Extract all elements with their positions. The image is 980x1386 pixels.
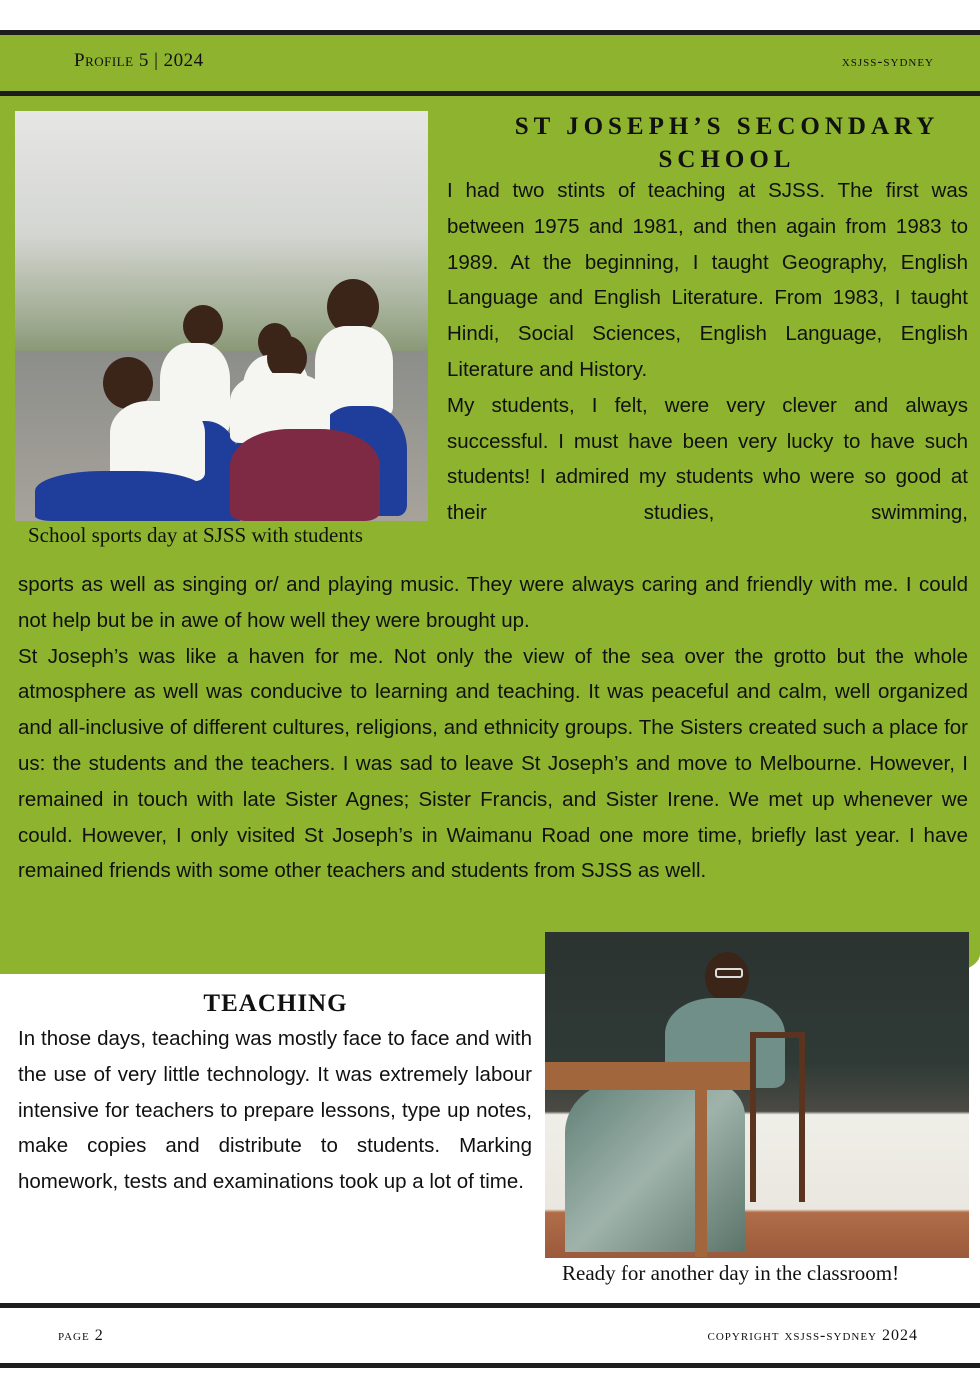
glasses-icon <box>715 968 743 978</box>
footer-rule-bottom <box>0 1363 980 1368</box>
article-paragraph-3: St Joseph’s was like a haven for me. Not only the view of the sea over the grotto but the whole atmosphere as well was conducive to learning and teaching. It was peaceful and calm, well organized and all-inclusive of different cultures, religions, and ethnicity groups. The Sisters created such a place for us: the students and the teachers. I was sad to leave St Joseph’s and move to Melbourne. However, I remained in touch with late Sister Agnes; Sister Francis, and Sister Irene. We met up whenever we could. However, I only visited St Joseph’s in Waimanu Road one more time, briefly last year. I have remained friends with some other teachers and students from SJSS as well. <box>18 644 968 883</box>
teaching-title: TEACHING <box>203 990 348 1017</box>
article-full-width <box>18 567 968 889</box>
footer-rule-top <box>0 1303 980 1308</box>
figure-sari <box>565 1082 745 1252</box>
page-number: page 2 <box>58 1327 104 1344</box>
section-title-line2: SCHOOL <box>658 146 796 173</box>
figure-shirt <box>110 401 205 481</box>
article-paragraph-1: I had two stints of teaching at SJSS. The first was between 1975 and 1981, and then again from 1983 to 1989. At the beginning, I taught Geography, English Language and English Literature. From 1983, I taught Hindi, Social Sciences, English Language, English Literature and History. <box>447 179 968 381</box>
teaching-body: In those days, teaching was mostly face to face and with the use of very little technology. It was extremely labour intensive for teachers to prepare lessons, type up notes, make copies and distribute to students. Marking homework, tests and examinations took up a lot of time. <box>18 1027 532 1194</box>
copyright: copyright xsjss-sydney 2024 <box>707 1327 918 1344</box>
desk-leg <box>695 1087 707 1257</box>
sports-day-photo <box>15 111 428 521</box>
chair <box>750 1032 805 1202</box>
photo-caption-sports: School sports day at SJSS with students <box>28 523 363 547</box>
publisher-label: xsjss-sydney <box>841 54 934 70</box>
classroom-photo <box>545 932 969 1258</box>
article-paragraph-2-end: sports as well as singing or/ and playing music. They were always caring and friendly with me. I could not help but be in awe of how well they were brought up. <box>18 573 968 632</box>
figure-skirt <box>230 429 380 521</box>
article-paragraph-2-start: My students, I felt, were very clever and always successful. I must have been very lucky to have such students! I admired my students who were so good at their studies, swimming, <box>447 393 968 525</box>
issue-label: Profile 5 | 2024 <box>74 50 204 71</box>
figure-head <box>183 305 223 347</box>
photo-caption-classroom: Ready for another day in the classroom! <box>562 1261 900 1285</box>
figure-skirt <box>35 471 205 521</box>
section-title-line1: ST JOSEPH’S SECONDARY <box>514 113 940 140</box>
article-right-column <box>447 173 968 531</box>
section-title <box>487 110 967 176</box>
desk-top <box>545 1062 755 1090</box>
